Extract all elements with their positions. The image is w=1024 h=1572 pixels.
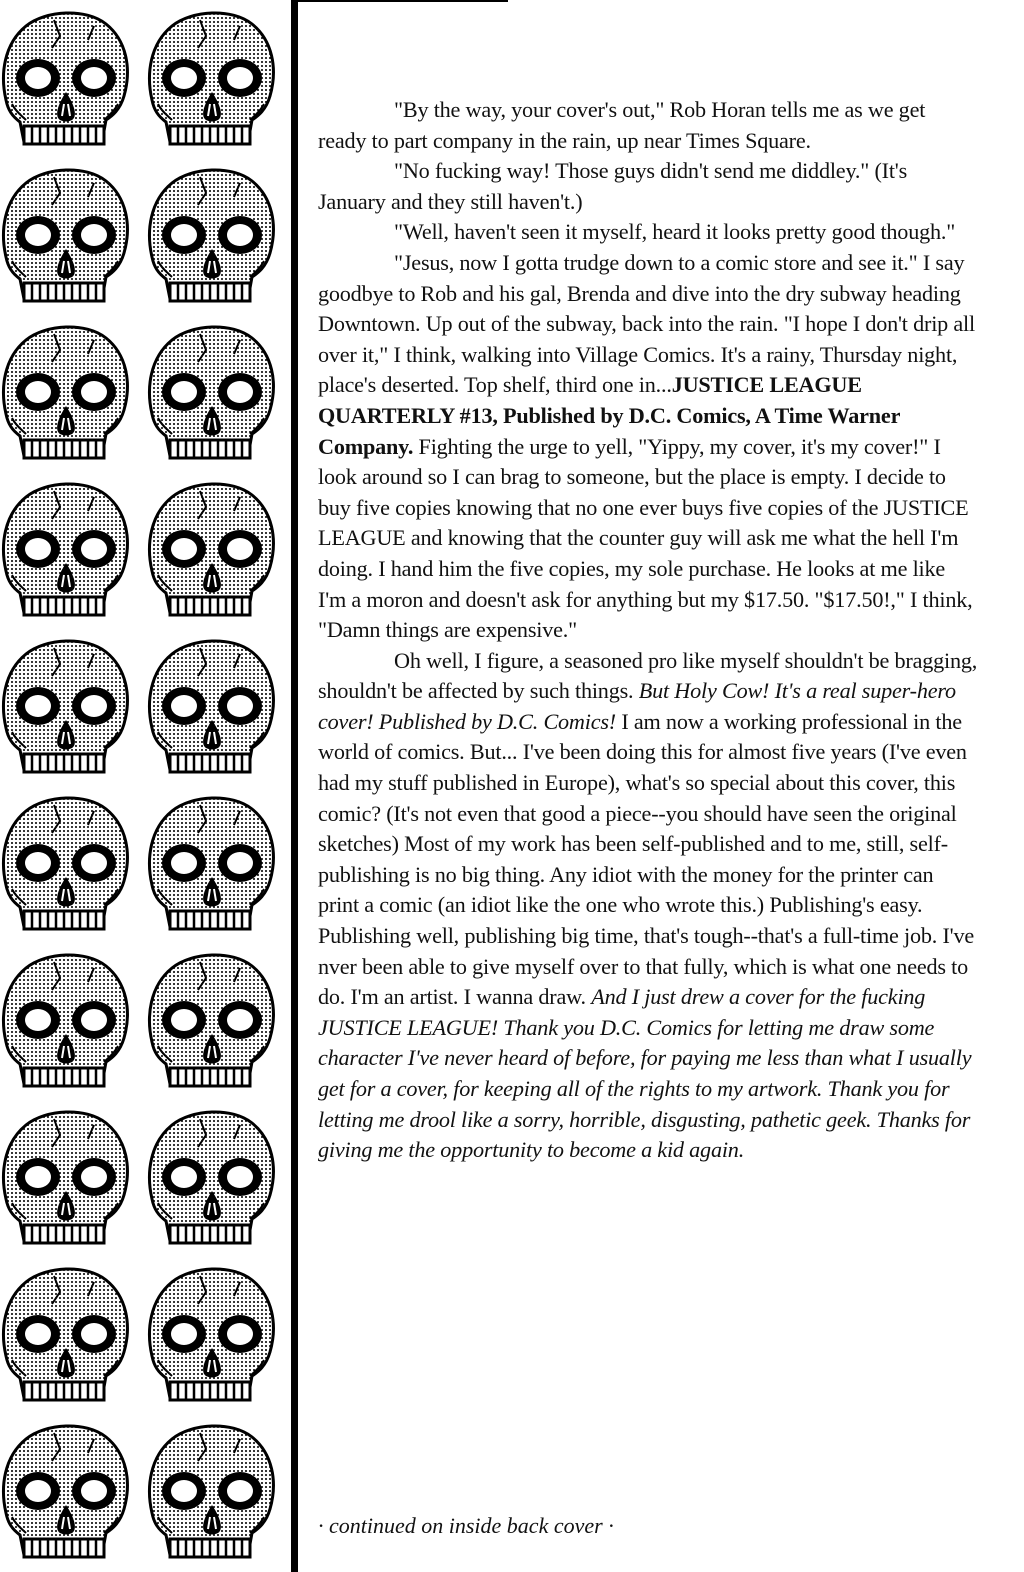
skull-icon (3, 955, 127, 1086)
skull-icon (3, 1269, 127, 1400)
skull-icon (3, 327, 127, 458)
body-text: "Well, haven't seen it myself, heard it looks pretty good though." (394, 219, 956, 245)
skull-icon-grid (0, 0, 292, 1572)
body-text: "No fucking way! Those guys didn't send me diddley." (It's January and they still haven't.) (318, 158, 908, 214)
article-paragraph (318, 646, 978, 1166)
article-paragraph (318, 156, 978, 217)
italic-text: But Holy Cow! It's a real super-hero cover! Published by D.C. Comics! (318, 678, 956, 734)
skull-icon (3, 641, 127, 772)
article-body (318, 95, 978, 1166)
bold-text: JUSTICE LEAGUE QUARTERLY #13, Published by D.C. Comics, A Time Warner Company. (318, 372, 900, 459)
skull-icon (3, 1426, 127, 1557)
body-text: "By the way, your cover's out," Rob Horan tells me as we get ready to part company in the rain, up near Times Square. (318, 97, 926, 153)
skull-icon (3, 484, 127, 615)
article-paragraph (318, 248, 978, 646)
body-text: I am now a working professional in the world of comics. But... I've been doing this for almost five years (I've even had my stuff published in Europe), what's so special about this cover, this comic? (It's not even that good a piece--you should have seen the original sketches) Most of my work has been self-published and to me, still, self-publishing is no big thing. Any idiot with the money for the printer can print a comic (an idiot like the one who wrote this.) Publishing's easy. Publishing well, publishing big time, that's tough--that's a full-time job. I've nver been able to give myself over to that fully, which is what one needs to do. I'm an artist. I wanna draw. (318, 708, 975, 1010)
skull-icon (149, 1112, 273, 1243)
skull-icon (149, 1426, 273, 1557)
skull-icon (149, 170, 273, 301)
skull-icon (149, 955, 273, 1086)
body-text: Oh well, I figure, a seasoned pro like myself shouldn't be bragging, shouldn't be affected by such things. (318, 647, 978, 704)
body-text: Fighting the urge to yell, "Yippy, my cover, it's my cover!" I look around so I can brag to someone, but the place is empty. I decide to buy five copies knowing that no one ever buys five copies of the JUSTICE LEAGUE and knowing that the counter guy will ask me what the hell I'm doing. I hand him the five copies, my sole purchase. He looks at me like I'm a moron and doesn't ask for anything but my $17.50. "$17.50!," I think, "Damn things are expensive." (318, 433, 973, 643)
skull-icon (149, 1269, 273, 1400)
article-paragraph (318, 217, 978, 248)
skull-icon (149, 13, 273, 144)
skull-icon (3, 798, 127, 929)
body-text: "Jesus, now I gotta trudge down to a comic store and see it." I say goodbye to Rob and his gal, Brenda and dive into the dry subway heading Downtown. Up out of the subway, back into the rain. "I hope I don't drip all over it," I think, walking into Village Comics. It's a rainy, Thursday night, place's deserted. Top shelf, third one in... (318, 249, 975, 398)
skull-icon (3, 170, 127, 301)
skull-icon (149, 327, 273, 458)
skull-pattern-strip (0, 0, 296, 1572)
skull-icon (3, 1112, 127, 1243)
skull-icon (149, 484, 273, 615)
article-paragraph (318, 95, 978, 156)
page-divider (291, 0, 298, 1572)
continued-note: · continued on inside back cover · (318, 1513, 614, 1538)
skull-icon (149, 798, 273, 929)
skull-icon (149, 641, 273, 772)
top-rule (296, 0, 508, 2)
skull-icon (3, 13, 127, 144)
italic-text: And I just drew a cover for the fucking JUSTICE LEAGUE! Thank you D.C. Comics for letting me draw some character I've never heard of before, for paying me less than what I usually get for a cover, for keeping all of the rights to my artwork. Thank you for letting me drool like a sorry, horrible, disgusting, pathetic geek. Thanks for giving me the opportunity to become a kid again. (318, 984, 972, 1163)
